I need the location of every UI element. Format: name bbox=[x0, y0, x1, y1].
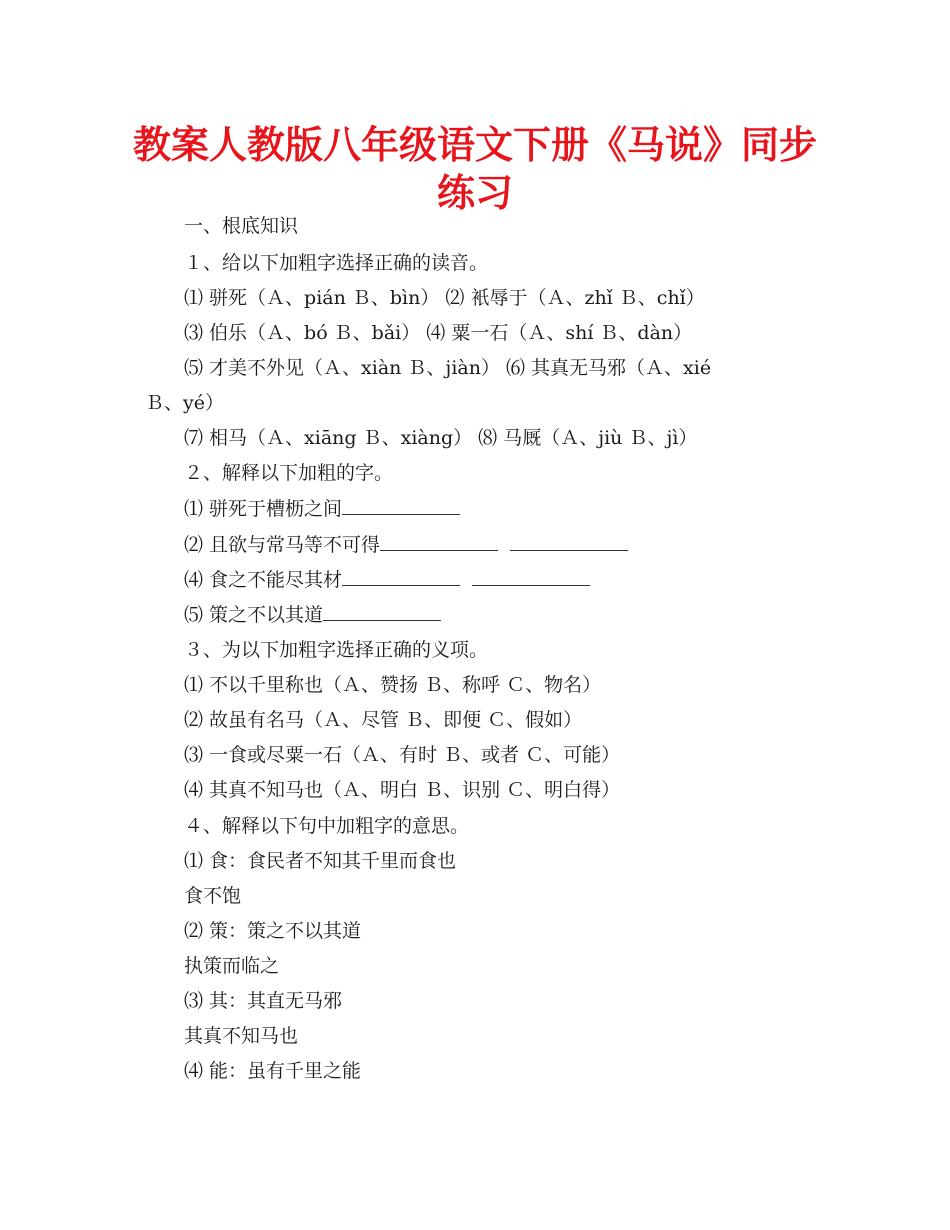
question-4-line: ⑵ 策：策之不以其道 bbox=[184, 920, 362, 942]
question-1-line: ⑺ 相马（Ａ、xiāng Ｂ、xiàng） ⑻ 马厩（Ａ、jiù Ｂ、jì） bbox=[184, 427, 698, 449]
document-title-line-2: 练习 bbox=[436, 171, 513, 215]
question-1-line: ⑸ 才美不外见（Ａ、xiàn Ｂ、jiàn） ⑹ 其真无马邪（Ａ、xié bbox=[184, 357, 712, 379]
question-4-line: ⑷ 能：虽有千里之能 bbox=[184, 1060, 362, 1082]
document-title-line-1: 教案人教版八年级语文下册《马说》同步 bbox=[132, 123, 817, 167]
question-3-prompt: ３、为以下加粗字选择正确的义项。 bbox=[184, 639, 489, 661]
question-4-line: ⑶ 其：其直无马邪 bbox=[184, 990, 343, 1012]
answer-blank[interactable] bbox=[510, 533, 628, 551]
question-2-item-text: ⑷ 食之不能尽其材 bbox=[184, 569, 343, 591]
question-1-line: ⑶ 伯乐（Ａ、bó Ｂ、bǎi） ⑷ 粟一石（Ａ、shí Ｂ、dàn） bbox=[184, 322, 693, 344]
question-3-line: ⑵ 故虽有名马（Ａ、尽管 Ｂ、即便 Ｃ、假如） bbox=[184, 709, 583, 731]
answer-blank[interactable] bbox=[472, 568, 590, 586]
question-4-line: ⑴ 食：食民者不知其千里而食也 bbox=[184, 850, 457, 872]
question-2-item bbox=[184, 567, 590, 593]
question-4-line: 其真不知马也 bbox=[184, 1025, 299, 1047]
question-2-item-text: ⑴ 骈死于槽枥之间 bbox=[184, 498, 343, 520]
answer-blank[interactable] bbox=[342, 568, 460, 586]
answer-blank[interactable] bbox=[380, 533, 498, 551]
question-1-prompt: １、给以下加粗字选择正确的读音。 bbox=[184, 252, 489, 274]
question-4-line: 执策而临之 bbox=[184, 955, 280, 977]
question-2-item-text: ⑸ 策之不以其道 bbox=[184, 604, 324, 626]
question-4-prompt: ４、解释以下句中加粗字的意思。 bbox=[184, 815, 470, 837]
question-2-item bbox=[184, 532, 628, 558]
answer-blank[interactable] bbox=[342, 497, 460, 515]
question-3-line: ⑴ 不以千里称也（Ａ、赞扬 Ｂ、称呼 Ｃ、物名） bbox=[184, 674, 602, 696]
answer-blank[interactable] bbox=[323, 603, 441, 621]
question-2-prompt: ２、解释以下加粗的字。 bbox=[184, 462, 394, 484]
question-1-line-wrap: Ｂ、yé） bbox=[145, 392, 224, 414]
question-2-item bbox=[184, 602, 441, 628]
question-2-item bbox=[184, 496, 460, 522]
question-2-item-text: ⑵ 且欲与常马等不可得 bbox=[184, 534, 381, 556]
question-1-line: ⑴ 骈死（Ａ、pián Ｂ、bìn） ⑵ 衹辱于（Ａ、zhǐ Ｂ、chǐ） bbox=[184, 287, 705, 309]
question-3-line: ⑶ 一食或尽粟一石（Ａ、有时 Ｂ、或者 Ｃ、可能） bbox=[184, 744, 621, 766]
question-3-line: ⑷ 其真不知马也（Ａ、明白 Ｂ、识别 Ｃ、明白得） bbox=[184, 779, 621, 801]
section-heading: 一、根底知识 bbox=[184, 215, 299, 237]
question-4-line: 食不饱 bbox=[184, 885, 242, 907]
